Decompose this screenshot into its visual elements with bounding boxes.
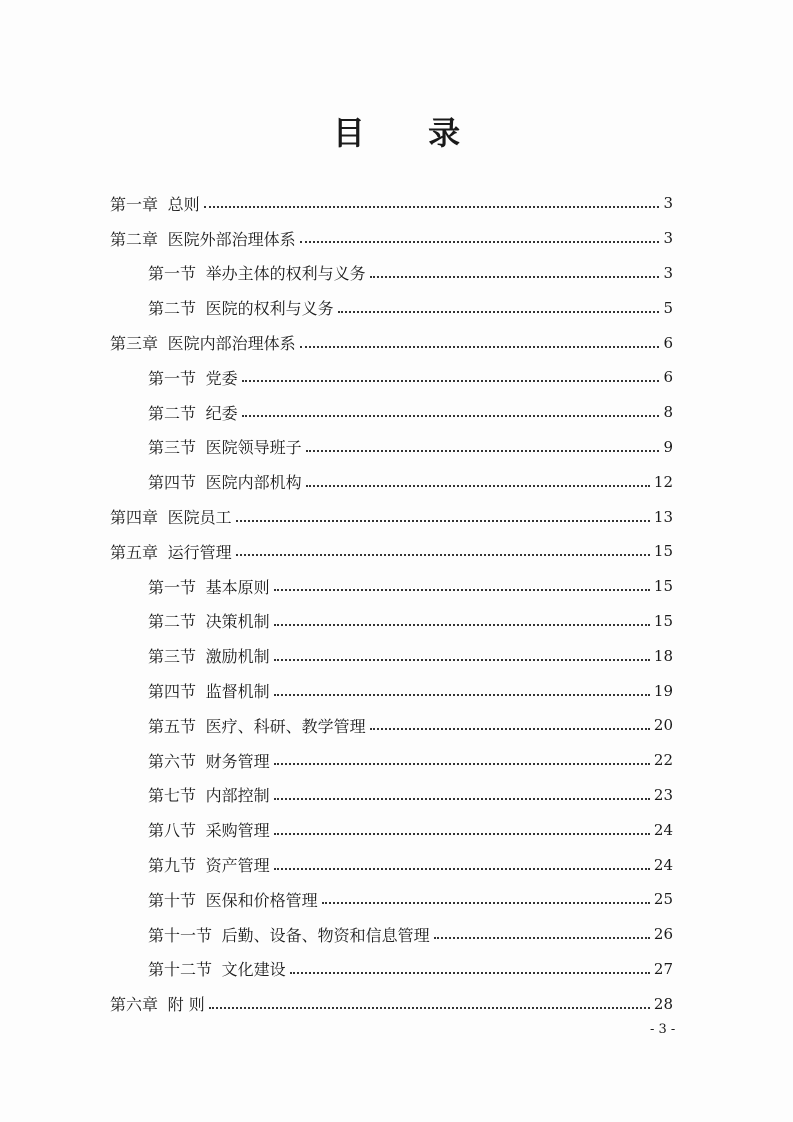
toc-entry-label bbox=[148, 957, 286, 980]
toc-entry-title: 运行管理 bbox=[167, 542, 232, 562]
toc-entry-label bbox=[148, 923, 430, 946]
toc-entry-title: 激励机制 bbox=[205, 647, 270, 667]
toc-entry-page: 23 bbox=[653, 785, 673, 804]
toc-entry-title: 文化建设 bbox=[221, 960, 286, 980]
toc-entry-label bbox=[148, 575, 270, 598]
toc-section-entry[interactable] bbox=[110, 952, 673, 987]
dot-leader bbox=[322, 902, 650, 904]
toc-entry-page: 18 bbox=[653, 646, 673, 665]
toc-entry-page: 8 bbox=[663, 403, 673, 422]
toc-entry-page: 20 bbox=[653, 716, 673, 735]
toc-entry-label bbox=[148, 679, 270, 702]
toc-entry-title: 监督机制 bbox=[205, 682, 270, 702]
toc-section-entry[interactable] bbox=[110, 882, 673, 917]
dot-leader bbox=[274, 694, 650, 696]
toc-entry-title: 医院的权利与义务 bbox=[205, 299, 334, 319]
toc-entry-number: 第一节 bbox=[148, 264, 197, 284]
dot-leader bbox=[290, 972, 650, 974]
toc-chapter-entry[interactable] bbox=[110, 186, 673, 221]
toc-entry-title: 医院内部机构 bbox=[205, 473, 302, 493]
toc-entry-title: 基本原则 bbox=[205, 577, 270, 597]
dot-leader bbox=[306, 485, 650, 487]
toc-entry-number: 第四章 bbox=[110, 508, 159, 528]
toc-entry-title: 决策机制 bbox=[205, 612, 270, 632]
dot-leader bbox=[274, 624, 650, 626]
toc-entry-number: 第三节 bbox=[148, 647, 197, 667]
dot-leader bbox=[370, 276, 660, 278]
dot-leader bbox=[236, 520, 650, 522]
toc-entry-label bbox=[148, 435, 302, 458]
toc-entry-label bbox=[110, 505, 232, 528]
toc-entry-label bbox=[148, 749, 270, 772]
toc-entry-page: 15 bbox=[653, 611, 673, 630]
toc-chapter-entry[interactable] bbox=[110, 986, 673, 1021]
dot-leader bbox=[242, 415, 660, 417]
toc-entry-label bbox=[110, 192, 200, 215]
dot-leader bbox=[204, 206, 660, 208]
toc-entry-label bbox=[148, 296, 334, 319]
toc-section-entry[interactable] bbox=[110, 430, 673, 465]
dot-leader bbox=[306, 450, 660, 452]
toc-entry-title: 医院领导班子 bbox=[205, 438, 302, 458]
dot-leader bbox=[209, 1007, 650, 1009]
toc-entry-number: 第三章 bbox=[110, 334, 159, 354]
toc-entry-page: 28 bbox=[653, 994, 673, 1013]
toc-entry-page: 19 bbox=[653, 681, 673, 700]
dot-leader bbox=[242, 380, 660, 382]
toc-entry-page: 24 bbox=[653, 855, 673, 874]
toc-entry-number: 第二节 bbox=[148, 403, 197, 423]
toc-entry-title: 医院内部治理体系 bbox=[167, 334, 296, 354]
toc-entry-number: 第一章 bbox=[110, 194, 159, 214]
dot-leader bbox=[274, 868, 650, 870]
toc-entry-number: 第十节 bbox=[148, 890, 197, 910]
toc-entry-title: 医院员工 bbox=[167, 508, 232, 528]
toc-section-entry[interactable] bbox=[110, 673, 673, 708]
page-title: 目 录 bbox=[332, 114, 487, 152]
toc-entry-number: 第一节 bbox=[148, 368, 197, 388]
toc-entry-page: 15 bbox=[653, 542, 673, 561]
toc-chapter-entry[interactable] bbox=[110, 325, 673, 360]
toc-entry-page: 24 bbox=[653, 820, 673, 839]
toc-entry-page: 12 bbox=[653, 472, 673, 491]
toc-section-entry[interactable] bbox=[110, 778, 673, 813]
toc-entry-title: 财务管理 bbox=[205, 751, 270, 771]
toc-entry-label bbox=[110, 331, 296, 354]
toc-section-entry[interactable] bbox=[110, 290, 673, 325]
toc-section-entry[interactable] bbox=[110, 464, 673, 499]
toc-entry-label bbox=[148, 261, 366, 284]
toc-entry-number: 第二章 bbox=[110, 229, 159, 249]
dot-leader bbox=[338, 311, 660, 313]
dot-leader bbox=[274, 763, 650, 765]
toc-entry-page: 26 bbox=[653, 925, 673, 944]
toc-entry-number: 第一节 bbox=[148, 577, 197, 597]
toc-entry-title: 纪委 bbox=[205, 403, 238, 423]
toc-entry-title: 内部控制 bbox=[205, 786, 270, 806]
dot-leader bbox=[300, 346, 660, 348]
dot-leader bbox=[236, 554, 650, 556]
toc-entry-label bbox=[148, 853, 270, 876]
toc-entry-label bbox=[148, 401, 238, 424]
toc-entry-number: 第三节 bbox=[148, 438, 197, 458]
toc-entry-label bbox=[148, 818, 270, 841]
table-of-contents bbox=[110, 186, 673, 1021]
toc-section-entry[interactable] bbox=[110, 395, 673, 430]
toc-entry-page: 5 bbox=[663, 298, 673, 317]
toc-entry-page: 3 bbox=[663, 229, 673, 248]
toc-entry-title: 医院外部治理体系 bbox=[167, 229, 296, 249]
toc-entry-title: 后勤、设备、物资和信息管理 bbox=[221, 925, 430, 945]
toc-entry-number: 第二节 bbox=[148, 299, 197, 319]
toc-entry-title: 医疗、科研、教学管理 bbox=[205, 716, 366, 736]
toc-section-entry[interactable] bbox=[110, 812, 673, 847]
toc-entry-page: 25 bbox=[653, 890, 673, 909]
dot-leader bbox=[434, 937, 650, 939]
toc-entry-title: 总则 bbox=[167, 194, 200, 214]
toc-section-entry[interactable] bbox=[110, 708, 673, 743]
toc-entry-title: 采购管理 bbox=[205, 821, 270, 841]
toc-entry-title: 举办主体的权利与义务 bbox=[205, 264, 366, 284]
page-number: - 3 - bbox=[650, 1022, 676, 1037]
toc-entry-number: 第七节 bbox=[148, 786, 197, 806]
dot-leader bbox=[274, 798, 650, 800]
toc-entry-label bbox=[148, 609, 270, 632]
toc-entry-page: 13 bbox=[653, 507, 673, 526]
toc-section-entry[interactable] bbox=[110, 604, 673, 639]
toc-entry-label bbox=[110, 227, 296, 250]
toc-section-entry[interactable] bbox=[110, 256, 673, 291]
dot-leader bbox=[274, 659, 650, 661]
toc-entry-number: 第十二节 bbox=[148, 960, 213, 980]
toc-entry-page: 22 bbox=[653, 751, 673, 770]
toc-chapter-entry[interactable] bbox=[110, 221, 673, 256]
toc-section-entry[interactable] bbox=[110, 569, 673, 604]
toc-entry-label bbox=[148, 888, 318, 911]
toc-chapter-entry[interactable] bbox=[110, 534, 673, 569]
toc-section-entry[interactable] bbox=[110, 917, 673, 952]
toc-section-entry[interactable] bbox=[110, 743, 673, 778]
toc-section-entry[interactable] bbox=[110, 360, 673, 395]
toc-entry-title: 资产管理 bbox=[205, 856, 270, 876]
dot-leader bbox=[274, 589, 650, 591]
toc-entry-label bbox=[110, 540, 232, 563]
toc-entry-label bbox=[148, 783, 270, 806]
toc-entry-number: 第五章 bbox=[110, 542, 159, 562]
toc-entry-page: 3 bbox=[663, 263, 673, 282]
toc-entry-number: 第四节 bbox=[148, 682, 197, 702]
toc-entry-page: 6 bbox=[663, 333, 673, 352]
toc-entry-title: 医保和价格管理 bbox=[205, 890, 318, 910]
toc-section-entry[interactable] bbox=[110, 847, 673, 882]
toc-entry-number: 第五节 bbox=[148, 716, 197, 736]
toc-entry-label bbox=[148, 366, 238, 389]
toc-entry-page: 6 bbox=[663, 368, 673, 387]
toc-entry-label bbox=[148, 714, 366, 737]
toc-entry-title: 党委 bbox=[205, 368, 238, 388]
toc-entry-number: 第九节 bbox=[148, 856, 197, 876]
toc-entry-number: 第六章 bbox=[110, 995, 159, 1015]
toc-entry-number: 第六节 bbox=[148, 751, 197, 771]
toc-entry-title: 附 则 bbox=[167, 995, 205, 1015]
toc-entry-page: 27 bbox=[653, 959, 673, 978]
dot-leader bbox=[274, 833, 650, 835]
toc-entry-page: 3 bbox=[663, 194, 673, 213]
toc-entry-number: 第四节 bbox=[148, 473, 197, 493]
toc-chapter-entry[interactable] bbox=[110, 499, 673, 534]
toc-entry-number: 第八节 bbox=[148, 821, 197, 841]
toc-entry-number: 第二节 bbox=[148, 612, 197, 632]
toc-entry-number: 第十一节 bbox=[148, 925, 213, 945]
toc-entry-label bbox=[148, 470, 302, 493]
toc-entry-page: 15 bbox=[653, 577, 673, 596]
dot-leader bbox=[300, 241, 660, 243]
toc-entry-label bbox=[148, 644, 270, 667]
toc-section-entry[interactable] bbox=[110, 638, 673, 673]
dot-leader bbox=[370, 728, 650, 730]
toc-entry-label bbox=[110, 992, 205, 1015]
toc-entry-page: 9 bbox=[663, 437, 673, 456]
